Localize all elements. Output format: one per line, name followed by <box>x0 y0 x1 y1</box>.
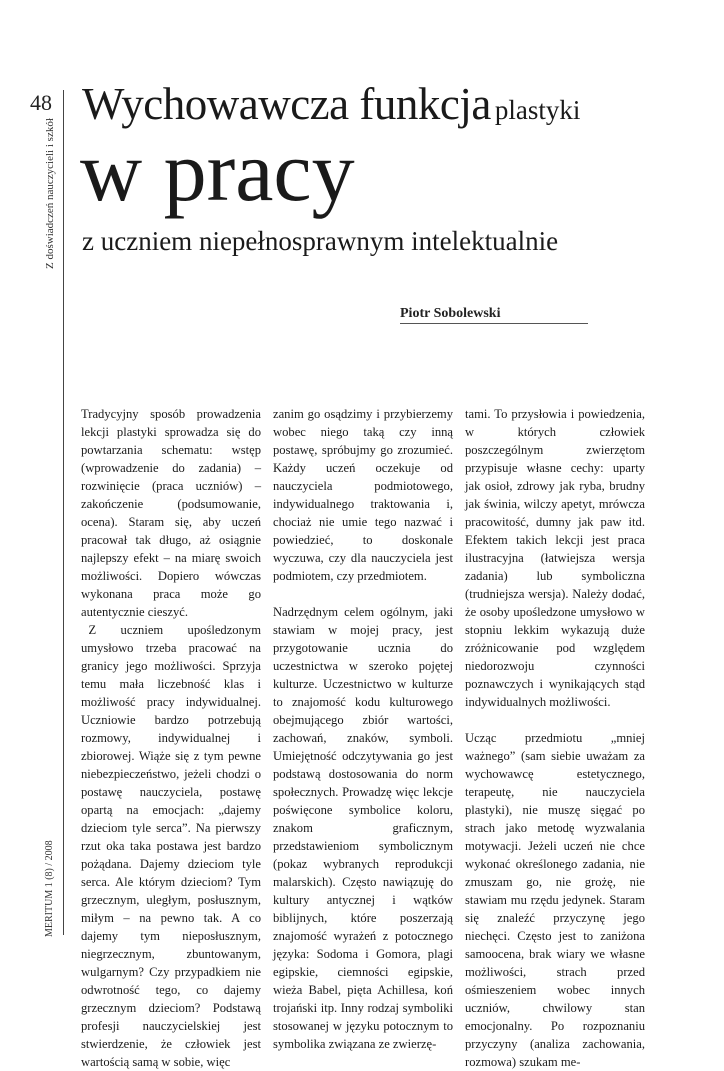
text-column-2 <box>273 405 453 1053</box>
paragraph: Z uczniem upośledzonym umysłowo trzeba pracować na granicy jego możliwości. Sprzyja temu mała liczebność klas i możliwość pracy indywidualnej. Uczniowie bardzo potrzebują rozmowy, indywidualnej i zbiorowej. Wiąże się z tym pewne niebezpieczeństwo, jeżeli chodzi o postawę nauczyciela, postawę opartą na emocjach: „dajemy dzieciom tyle serca”. Na pierwszy rzut oka taka postawa jest bardzo pożądana. Dajemy dzieciom tyle serca. Ale którym dzieciom? Tym grzecznym, uległym, posłusznym, miłym – na pewno tak. A co dajemy tym nieposłusznym, niegrzecznym, zbuntowanym, wulgarnym? Czy przypadkiem nie odwrotność tego, co dajemy grzecznym dzieciom? Podstawą profesji nauczycielskiej jest stwierdzenie, że człowiek jest wartością samą w sobie, więc <box>81 623 261 1069</box>
paragraph: tami. To przysłowia i powiedzenia, w których człowiek poszczególnym zwierzętom przypisuje własne cechy: uparty jak osioł, zdrowy jak ryba, brudny jak świnia, wilczy apetyt, mrówcza pracowitość, dumny jak paw itd. Efektem takich lekcji jest praca ilustracyjna (łatwiejsza wersja zadania) lub symboliczna (trudniejsza wersja). Należy dodać, że osoby upośledzone umysłowo w stopniu lekkim wykazują duże zróżnicowanie pod względem niedorozwoju czynności poznawczych i wynikających stąd indywidualnych możliwości. <box>465 407 645 709</box>
vertical-rule <box>63 90 64 935</box>
page-number: 48 <box>30 90 52 115</box>
article-title-big: w pracy <box>80 123 355 219</box>
title-main: Wychowawcza funkcja <box>82 79 491 129</box>
text-column-3 <box>465 405 645 1071</box>
paragraph: zanim go osądzimy i przybierzemy wobec niego taką czy inną postawę, spróbujmy go zrozumieć. Każdy uczeń oczekuje od nauczyciela podmiotowego, indywidualnego traktowania i, chociaż nie umie tego nazwać i powiedzieć, to doskonale wyczuwa, czy dla nauczyciela jest podmiotem, czy przedmiotem. <box>273 407 453 583</box>
article-subtitle: z uczniem niepełnosprawnym intelektualnie <box>82 226 559 256</box>
author-name: Piotr Sobolewski <box>400 306 501 321</box>
journal-reference: MERITUM 1 (8) / 2008 <box>44 840 55 937</box>
author-rule <box>400 323 588 324</box>
paragraph: Nadrzędnym celem ogólnym, jaki stawiam w mojej pracy, jest przygotowanie ucznia do uczestnictwa w szeroko pojętej kulturze. Uczestnictwo w kulturze to znajomość kodu kulturowego obejmującego zbiór wartości, zachowań, znaków, symboli. Umiejętność odczytywania go jest podstawą dostosowania do norm społecznych. Prowadzę więc lekcje poświęcone symbolice koloru, znakom graficznym, przedstawieniom symbolicznym (pokaz wybranych reprodukcji malarskich). Często nawiązuję do kultury antycznej i wątków biblijnych, które poszerzają znajomość wyrażeń z potocznego języka: Sodoma i Gomora, plagi egipskie, ciemności egipskie, wieża Babel, pięta Achillesa, koń trojański itp. Inny rodzaj symboliki stosowanej w języku potocznym to symbolika związana ze zwierzę- <box>273 605 453 1051</box>
running-head: Z doświadczeń nauczycieli i szkół <box>44 118 56 269</box>
text-column-1 <box>81 405 261 1071</box>
paragraph: Tradycyjny sposób prowadzenia lekcji plastyki sprowadza się do powtarzania schematu: wstęp (wprowadzenie do zadania) – rozwinięcie (praca uczniów) – zakończenie (podsumowanie, ocena). Staram się, aby uczeń pracował tak długo, aż osiągnie najlepszy efekt – na miarę swoich możliwości. Dopiero wówczas wykonana praca może go autentycznie cieszyć. <box>81 407 261 619</box>
title-small: plastyki <box>494 95 581 125</box>
paragraph: Ucząc przedmiotu „mniej ważnego” (sam siebie uważam za wychowawcę estetycznego, terapeutę, nie nauczyciela plastyki), nie muszę sięgać po strach jako metodę wyzwalania motywacji. Jeżeli uczeń nie chce wykonać określonego zadania, nie zmuszam go, nie grożę, nie stawiam mu rzędu jedynek. Staram się znaleźć przyczynę jego niechęci. Często jest to zaniżona samoocena, brak wiary we własne możliwości, strach przed ośmieszeniem wobec innych uczniów, chwilowy stan emocjonalny. Po rozpoznaniu przyczyny (analiza zachowania, rozmowa) szukam me- <box>465 731 645 1069</box>
